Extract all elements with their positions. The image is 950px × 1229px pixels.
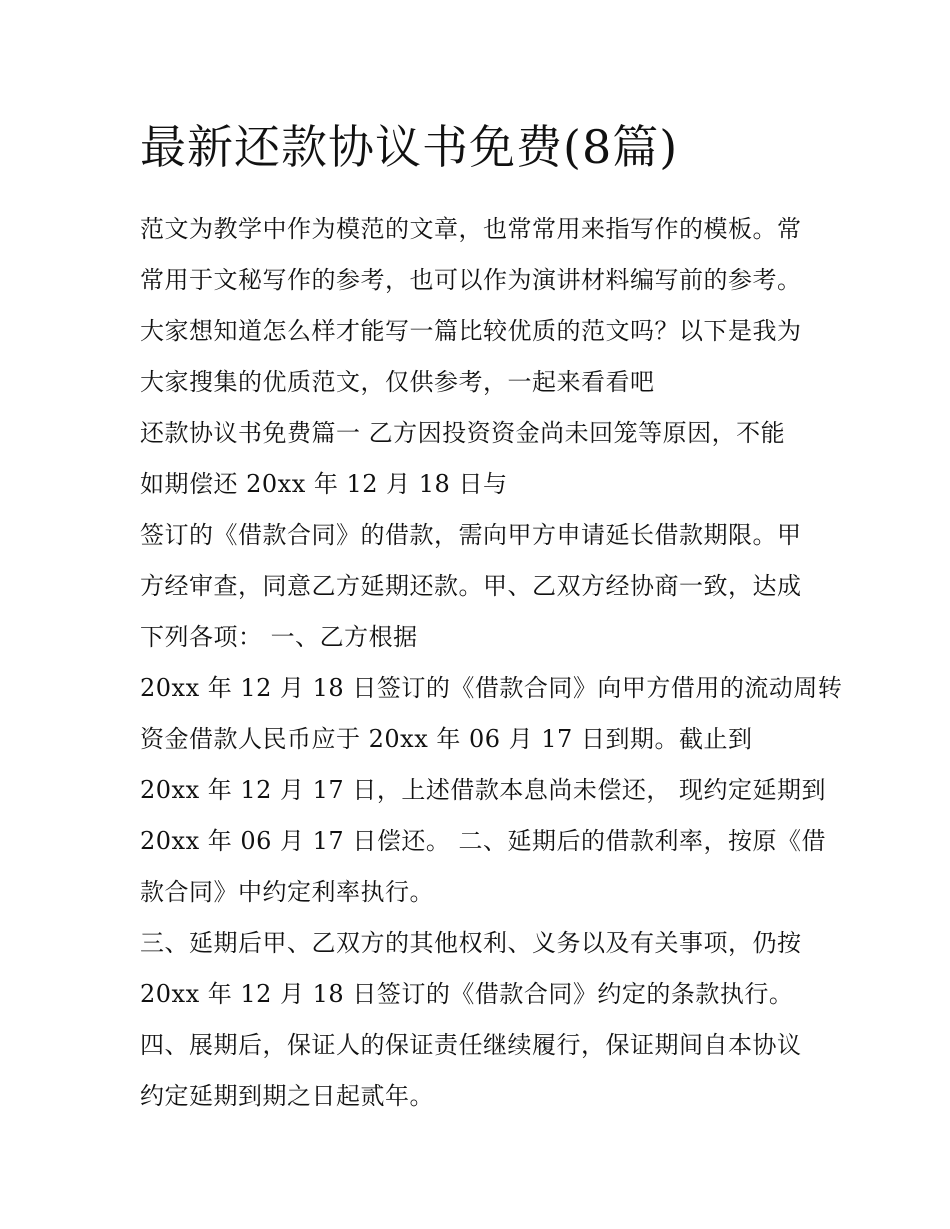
body-line: 下列各项： 一、乙方根据 <box>140 623 418 651</box>
body-line: 常用于文秘写作的参考，也可以作为演讲材料编写前的参考。 <box>140 266 802 294</box>
body-line: 款合同》中约定利率执行。 <box>140 878 434 906</box>
body-line: 大家搜集的优质范文，仅供参考，一起来看看吧 <box>140 368 655 396</box>
body-line: 还款协议书免费篇一 乙方因投资资金尚未回笼等原因，不能 <box>140 419 786 447</box>
body-line: 20xx 年 12 月 18 日签订的《借款合同》向甲方借用的流动周转 <box>140 674 843 702</box>
body-line: 20xx 年 12 月 17 日，上述借款本息尚未偿还， 现约定延期到 <box>140 776 826 804</box>
body-line: 大家想知道怎么样才能写一篇比较优质的范文吗？以下是我为 <box>140 317 802 345</box>
body-line: 三、延期后甲、乙双方的其他权利、义务以及有关事项，仍按 <box>140 929 802 957</box>
document-page <box>140 112 843 1122</box>
body-line: 如期偿还 20xx 年 12 月 18 日与 <box>140 470 508 498</box>
body-line: 范文为教学中作为模范的文章，也常常用来指写作的模板。常 <box>140 215 802 243</box>
document-body <box>140 204 843 1122</box>
body-line: 方经审查，同意乙方延期还款。甲、乙双方经协商一致，达成 <box>140 572 802 600</box>
body-line: 签订的《借款合同》的借款，需向甲方申请延长借款期限。甲 <box>140 521 802 549</box>
document-title: 最新还款协议书免费(8篇) <box>140 120 679 174</box>
body-line: 四、展期后，保证人的保证责任继续履行，保证期间自本协议 <box>140 1031 802 1059</box>
body-line: 约定延期到期之日起贰年。 <box>140 1082 434 1110</box>
body-line: 20xx 年 12 月 18 日签订的《借款合同》约定的条款执行。 <box>140 980 794 1008</box>
body-line: 20xx 年 06 月 17 日偿还。 二、延期后的借款利率，按原《借 <box>140 827 826 855</box>
body-line: 资金借款人民币应于 20xx 年 06 月 17 日到期。截止到 <box>140 725 753 753</box>
